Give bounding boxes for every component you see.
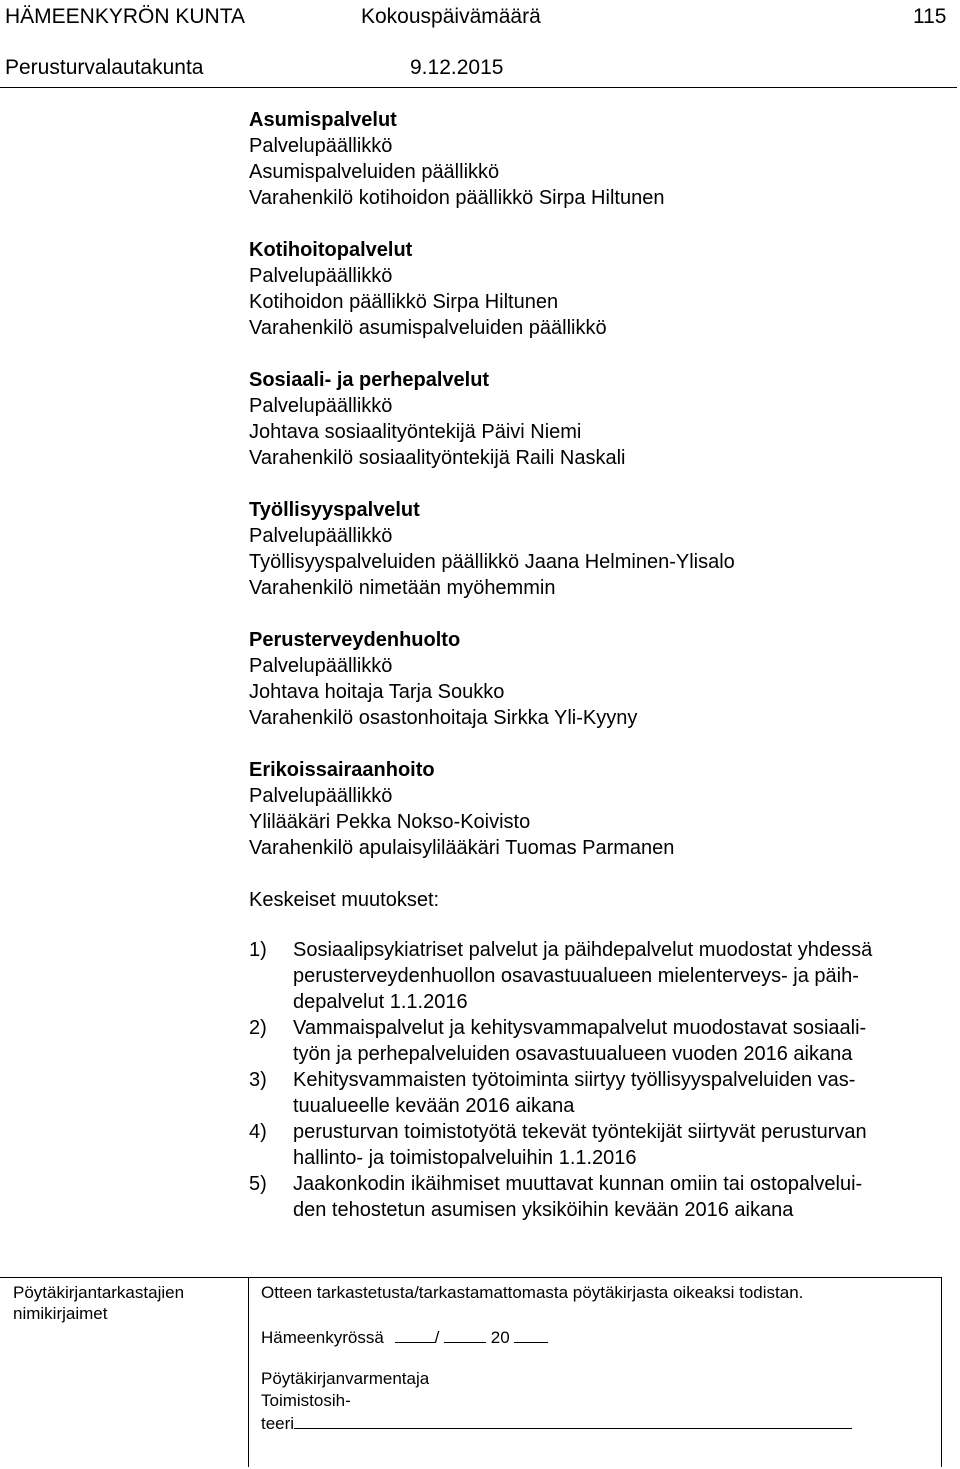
service-section — [249, 107, 954, 211]
board-name: Perusturvalautakunta — [5, 56, 204, 79]
header-rule — [0, 87, 957, 88]
section-line: Varahenkilö apulaisylilääkäri Tuomas Parmanen — [249, 837, 675, 859]
change-text-line: Sosiaalipsykiatriset palvelut ja päihdepalvelut muodostat yhdessä — [293, 939, 873, 961]
year-blank — [514, 1326, 548, 1343]
change-number: 1) — [249, 939, 267, 961]
municipality-name: HÄMEENKYRÖN KUNTA — [5, 5, 245, 28]
change-text-line: hallinto- ja toimistopalveluihin 1.1.2016 — [293, 1147, 637, 1169]
service-section — [249, 367, 954, 471]
section-line: Kotihoidon päällikkö Sirpa Hiltunen — [249, 291, 559, 313]
change-item — [249, 1015, 954, 1067]
section-line: Ylilääkäri Pekka Nokso-Koivisto — [249, 811, 531, 833]
change-item — [249, 1119, 954, 1171]
service-section — [249, 497, 954, 601]
change-text-line: depalvelut 1.1.2016 — [293, 991, 468, 1013]
changes-list — [249, 937, 954, 1223]
change-number: 2) — [249, 1017, 267, 1039]
section-line: Varahenkilö osastonhoitaja Sirkka Yli-Kyyny — [249, 707, 638, 729]
page-footer — [0, 1277, 960, 1469]
change-number: 4) — [249, 1121, 267, 1143]
secretary-label-line2: teeri — [261, 1414, 295, 1433]
section-line: Johtava hoitaja Tarja Soukko — [249, 681, 505, 703]
service-section — [249, 627, 954, 731]
certification-text: Otteen tarkastetusta/tarkastamattomasta pöytäkirjasta oikeaksi todistan. — [261, 1283, 804, 1302]
initials-label-line2: nimikirjaimet — [13, 1304, 108, 1323]
section-line: Asumispalveluiden päällikkö — [249, 161, 500, 183]
certification-box — [249, 1277, 942, 1467]
change-text-line: Vammaispalvelut ja kehitysvammapalvelut muodostavat sosiaali- — [293, 1017, 867, 1039]
section-line: Palvelupäällikkö — [249, 265, 393, 287]
change-item — [249, 1067, 954, 1119]
section-title: Sosiaali- ja perhepalvelut — [249, 369, 490, 391]
initials-label-line1: Pöytäkirjantarkastajien — [13, 1283, 185, 1302]
change-number: 3) — [249, 1069, 267, 1091]
month-blank — [444, 1326, 486, 1343]
section-line: Varahenkilö nimetään myöhemmin — [249, 577, 556, 599]
page-header — [0, 0, 960, 90]
section-title: Työllisyyspalvelut — [249, 499, 420, 521]
section-line: Johtava sosiaalityöntekijä Päivi Niemi — [249, 421, 582, 443]
section-line: Varahenkilö sosiaalityöntekijä Raili Naskali — [249, 447, 626, 469]
section-line: Varahenkilö asumispalveluiden päällikkö — [249, 317, 607, 339]
change-text-line: perusterveydenhuollon osavastuualueen mielenterveys- ja päih- — [293, 965, 859, 987]
meeting-date: 9.12.2015 — [410, 56, 504, 79]
section-line: Palvelupäällikkö — [249, 655, 393, 677]
section-line: Varahenkilö kotihoidon päällikkö Sirpa Hiltunen — [249, 187, 665, 209]
change-text-line: den tehostetun asumisen yksiköihin kevään 2016 aikana — [293, 1199, 794, 1221]
section-line: Palvelupäällikkö — [249, 785, 393, 807]
day-blank — [395, 1326, 435, 1343]
section-title: Kotihoitopalvelut — [249, 239, 413, 261]
section-line: Palvelupäällikkö — [249, 525, 393, 547]
change-text-line: työn ja perhepalveluiden osavastuualueen vuoden 2016 aikana — [293, 1043, 853, 1065]
meeting-date-label: Kokouspäivämäärä — [361, 5, 541, 28]
service-section — [249, 237, 954, 341]
year-prefix: 20 — [490, 1328, 510, 1347]
change-item — [249, 1171, 954, 1223]
section-line: Työllisyyspalveluiden päällikkö Jaana Helminen-Ylisalo — [249, 551, 735, 573]
change-text-line: tuualueelle kevään 2016 aikana — [293, 1095, 575, 1117]
section-title: Asumispalvelut — [249, 109, 397, 131]
change-text-line: Jaakonkodin ikäihmiset muuttavat kunnan omiin tai ostopalvelui- — [293, 1173, 863, 1195]
changes-label: Keskeiset muutokset: — [249, 889, 440, 911]
verifier-label: Pöytäkirjanvarmentaja — [261, 1369, 430, 1388]
secretary-label-line1: Toimistosih- — [261, 1391, 351, 1410]
date-slash: / — [434, 1328, 440, 1347]
initials-box — [0, 1277, 249, 1467]
section-line: Palvelupäällikkö — [249, 135, 393, 157]
service-section — [249, 757, 954, 861]
signature-blank — [294, 1412, 852, 1429]
change-text-line: Kehitysvammaisten työtoiminta siirtyy työllisyyspalveluiden vas- — [293, 1069, 856, 1091]
section-title: Perusterveydenhuolto — [249, 629, 461, 651]
change-item — [249, 937, 954, 1015]
service-sections — [249, 107, 954, 861]
place-name: Hämeenkyrössä — [261, 1328, 384, 1347]
section-line: Palvelupäällikkö — [249, 395, 393, 417]
place-date-line — [261, 1326, 548, 1348]
change-text-line: perusturvan toimistotyötä tekevät työntekijät siirtyvät perusturvan — [293, 1121, 867, 1143]
secretary-signature-line — [261, 1412, 852, 1434]
page-number: 115 — [913, 5, 947, 28]
document-body — [249, 107, 954, 1223]
section-title: Erikoissairaanhoito — [249, 759, 435, 781]
change-number: 5) — [249, 1173, 267, 1195]
